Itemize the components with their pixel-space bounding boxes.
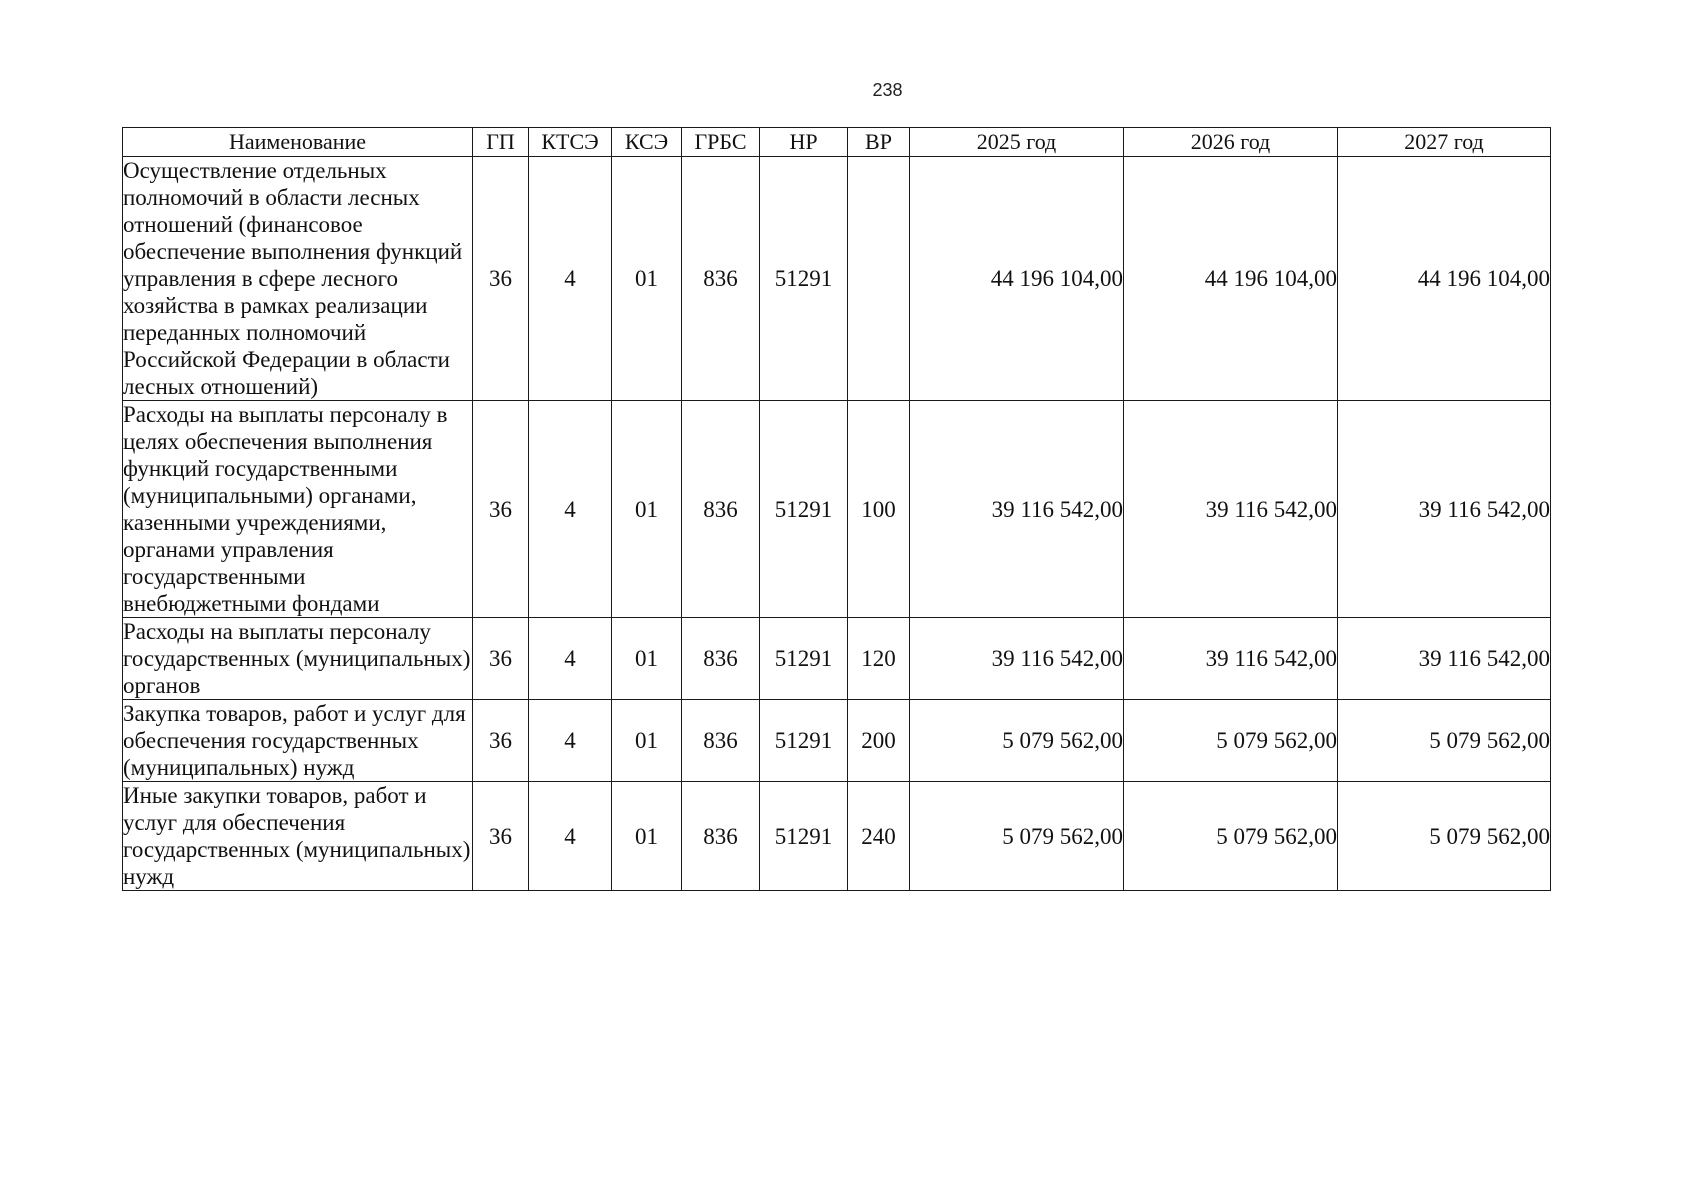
row-gp: 36 (473, 157, 529, 401)
row-gp: 36 (473, 782, 529, 891)
row-amount-2027: 39 116 542,00 (1338, 401, 1551, 618)
row-name: Осуществление отдельных полномочий в области лесных отношений (финансовое обеспечение выполнения функций управления в сфере лесного хозяйства в рамках реализации переданных полномочий Российской Федерации в области лесных отношений) (123, 157, 473, 401)
row-amount-2026: 44 196 104,00 (1124, 157, 1338, 401)
row-amount-2027: 5 079 562,00 (1338, 782, 1551, 891)
row-grbs: 836 (682, 401, 760, 618)
page-number: 238 (872, 80, 903, 100)
row-kse: 01 (612, 618, 682, 700)
header-row (123, 128, 1551, 157)
table-header (123, 128, 1551, 157)
row-grbs: 836 (682, 782, 760, 891)
row-kse: 01 (612, 157, 682, 401)
row-ktse: 4 (529, 401, 612, 618)
header-name: Наименование (123, 128, 473, 157)
table-row (123, 782, 1551, 891)
header-2026: 2026 год (1124, 128, 1338, 157)
row-nr: 51291 (760, 618, 848, 700)
row-amount-2026: 5 079 562,00 (1124, 782, 1338, 891)
row-amount-2026: 39 116 542,00 (1124, 401, 1338, 618)
header-2027: 2027 год (1338, 128, 1551, 157)
row-nr: 51291 (760, 700, 848, 782)
row-vr: 100 (848, 401, 910, 618)
row-gp: 36 (473, 401, 529, 618)
row-gp: 36 (473, 618, 529, 700)
header-gp: ГП (473, 128, 529, 157)
row-name: Иные закупки товаров, работ и услуг для обеспечения государственных (муниципальных) нужд (123, 782, 473, 891)
row-amount-2025: 39 116 542,00 (910, 618, 1124, 700)
row-amount-2027: 39 116 542,00 (1338, 618, 1551, 700)
row-nr: 51291 (760, 157, 848, 401)
row-amount-2027: 44 196 104,00 (1338, 157, 1551, 401)
row-amount-2025: 5 079 562,00 (910, 700, 1124, 782)
row-ktse: 4 (529, 618, 612, 700)
row-nr: 51291 (760, 782, 848, 891)
header-grbs: ГРБС (682, 128, 760, 157)
row-kse: 01 (612, 700, 682, 782)
table-body (123, 157, 1551, 891)
header-kse: КСЭ (612, 128, 682, 157)
budget-table (122, 127, 1551, 891)
row-nr: 51291 (760, 401, 848, 618)
row-amount-2025: 5 079 562,00 (910, 782, 1124, 891)
row-vr: 240 (848, 782, 910, 891)
header-nr: НР (760, 128, 848, 157)
row-grbs: 836 (682, 700, 760, 782)
row-amount-2026: 39 116 542,00 (1124, 618, 1338, 700)
header-ktse: КТСЭ (529, 128, 612, 157)
header-vr: ВР (848, 128, 910, 157)
row-ktse: 4 (529, 157, 612, 401)
row-name: Расходы на выплаты персоналу в целях обеспечения выполнения функций государственными (муниципальными) органами, казенными учреждениями, органами управления государственными внебюджетными фондами (123, 401, 473, 618)
row-grbs: 836 (682, 618, 760, 700)
row-ktse: 4 (529, 700, 612, 782)
row-vr (848, 157, 910, 401)
row-vr: 200 (848, 700, 910, 782)
row-kse: 01 (612, 401, 682, 618)
header-2025: 2025 год (910, 128, 1124, 157)
row-name: Закупка товаров, работ и услуг для обеспечения государственных (муниципальных) нужд (123, 700, 473, 782)
row-ktse: 4 (529, 782, 612, 891)
row-amount-2025: 44 196 104,00 (910, 157, 1124, 401)
table-row (123, 157, 1551, 401)
row-vr: 120 (848, 618, 910, 700)
table-row (123, 401, 1551, 618)
table-row (123, 700, 1551, 782)
row-amount-2027: 5 079 562,00 (1338, 700, 1551, 782)
row-amount-2026: 5 079 562,00 (1124, 700, 1338, 782)
row-grbs: 836 (682, 157, 760, 401)
row-amount-2025: 39 116 542,00 (910, 401, 1124, 618)
row-gp: 36 (473, 700, 529, 782)
table-row (123, 618, 1551, 700)
row-name: Расходы на выплаты персоналу государственных (муниципальных) органов (123, 618, 473, 700)
row-kse: 01 (612, 782, 682, 891)
